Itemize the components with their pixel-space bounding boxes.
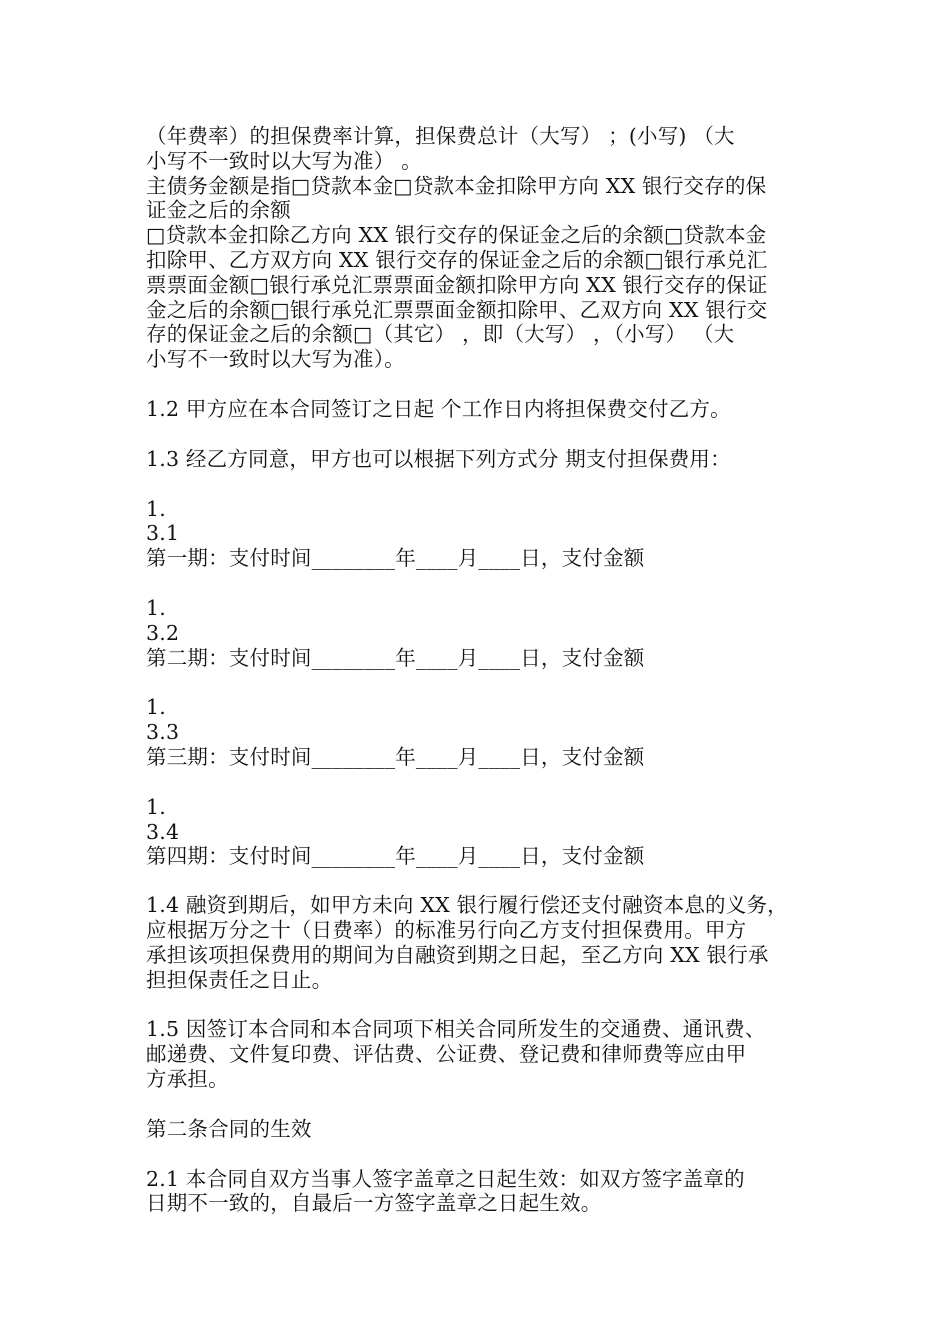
text-line: （年费率）的担保费率计算，担保费总计（大写） ；(小写) （大 — [146, 124, 735, 148]
text-line: □贷款本金扣除乙方向 XX 银行交存的保证金之后的余额□贷款本金 — [146, 223, 767, 248]
text-line: 扣除甲、乙方双方向 XX 银行交存的保证金之后的余额□银行承兑汇 — [146, 247, 768, 272]
installment-text: 第二期：支付时间________年____月____日，支付金额 — [146, 645, 645, 670]
installment-number: 1. — [146, 595, 166, 620]
installment-number: 3.4 — [146, 819, 180, 844]
text-line: 应根据万分之十（日费率）的标准另行向乙方支付担保费用。甲方 — [146, 917, 747, 942]
text-line: 邮递费、文件复印费、评估费、公证费、登记费和律师费等应由甲 — [146, 1042, 747, 1067]
installment-4 — [146, 795, 818, 869]
text-line: 证金之后的余额 — [146, 198, 291, 223]
text-line: 主债务金额是指□贷款本金□贷款本金扣除甲方向 XX 银行交存的保 — [146, 173, 767, 198]
installment-text: 第四期：支付时间________年____月____日，支付金额 — [146, 844, 645, 869]
text-line: 小写不一致时以大写为准）。 — [146, 347, 405, 372]
installment-number: 3.1 — [146, 521, 180, 546]
installment-number: 3.2 — [146, 620, 180, 645]
clause-1-2: 1.2 甲方应在本合同签订之日起 个工作日内将担保费交付乙方。 — [146, 396, 731, 421]
installment-number: 1. — [146, 695, 166, 720]
clause-1-4 — [146, 893, 818, 992]
installment-text: 第一期：支付时间________年____月____日，支付金额 — [146, 546, 645, 571]
text-line: 票票面金额□银行承兑汇票票面金额扣除甲方向 XX 银行交存的保证 — [146, 272, 768, 297]
text-line: 承担该项担保费用的期间为自融资到期之日起，至乙方向 XX 银行承 — [146, 942, 769, 967]
installment-text: 第三期：支付时间________年____月____日，支付金额 — [146, 744, 645, 769]
installment-number: 1. — [146, 794, 166, 819]
installment-number: 3.3 — [146, 720, 180, 745]
text-line: 金之后的余额□银行承兑汇票票面金额扣除甲、乙双方向 XX 银行交 — [146, 297, 768, 322]
text-line: 存的保证金之后的余额□（其它） ，即（大写） ，（小写） （大 — [146, 322, 735, 347]
text-line: 2.1 本合同自双方当事人签字盖章之日起生效：如双方签字盖章的 — [146, 1166, 745, 1191]
installment-1 — [146, 497, 818, 571]
installment-3 — [146, 695, 818, 769]
clause-2-1 — [146, 1167, 818, 1217]
installment-number: 1. — [146, 496, 166, 521]
text-line: 担担保责任之日止。 — [146, 967, 333, 992]
text-line: 1.4 融资到期后，如甲方未向 XX 银行履行偿还支付融资本息的义务， — [146, 893, 788, 918]
text-line: 日期不一致的，自最后一方签字盖章之日起生效。 — [146, 1191, 602, 1216]
paragraph-fee-calculation — [146, 124, 818, 372]
text-line: 1.5 因签订本合同和本合同项下相关合同所发生的交通费、通讯费、 — [146, 1017, 766, 1042]
clause-1-5 — [146, 1017, 818, 1091]
text-line: 小写不一致时以大写为准） 。 — [146, 148, 422, 173]
text-line: 方承担。 — [146, 1066, 229, 1091]
document-page — [146, 124, 818, 1216]
article-2-title: 第二条合同的生效 — [146, 1116, 312, 1141]
clause-1-3: 1.3 经乙方同意，甲方也可以根据下列方式分 期支付担保费用： — [146, 446, 731, 471]
installment-2 — [146, 596, 818, 670]
